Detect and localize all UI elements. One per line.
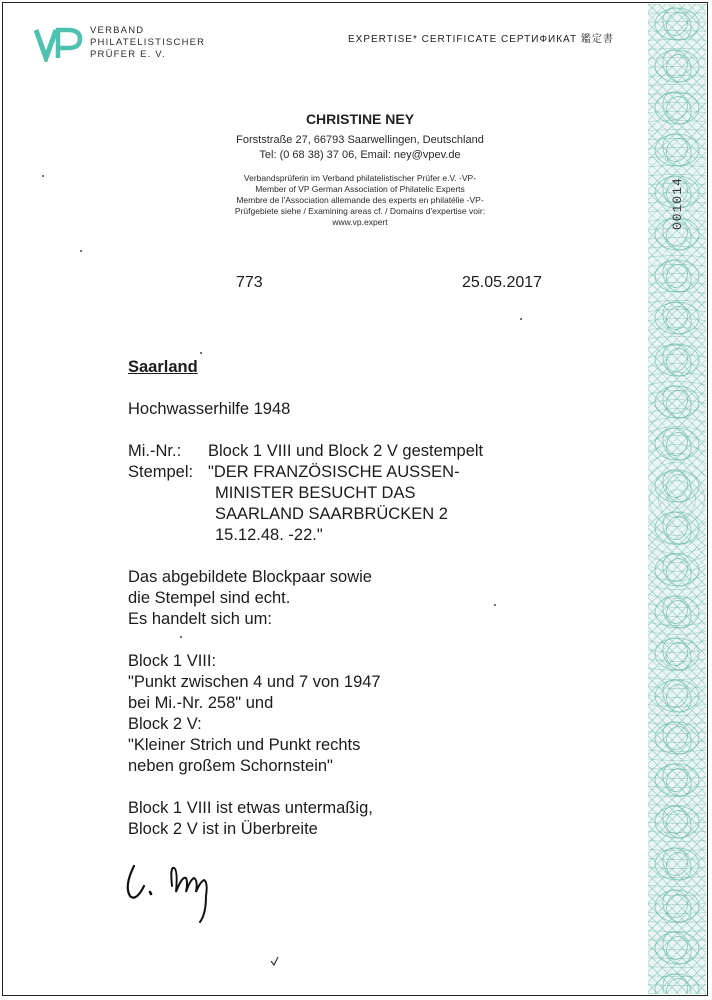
- paper-speck: [42, 175, 44, 177]
- guilloche-rosette: [655, 507, 699, 549]
- country-heading: Saarland: [128, 358, 198, 376]
- detail-line: neben großem Schornstein": [128, 757, 333, 775]
- guilloche-rosette: [655, 381, 699, 423]
- guilloche-rosette: [655, 45, 699, 87]
- certificate-number: 773: [236, 274, 263, 291]
- condition-line: Block 2 V ist in Überbreite: [128, 820, 318, 838]
- vp-logo-icon: [34, 26, 84, 62]
- detail-line: "Kleiner Strich und Punkt rechts: [128, 736, 361, 754]
- paper-speck: [494, 604, 496, 606]
- serial-number: 001014: [670, 177, 685, 230]
- guilloche-rosette: [655, 759, 699, 801]
- guilloche-rosette: [655, 549, 699, 591]
- membership-line: Verbandsprüferin im Verband philatelistischer Prüfer e.V. -VP-: [243, 173, 477, 183]
- issue-name: Hochwasserhilfe 1948: [128, 400, 291, 418]
- expert-name: CHRISTINE NEY: [305, 111, 415, 127]
- expert-address: Forststraße 27, 66793 Saarwellingen, Deutschland: [236, 134, 484, 146]
- guilloche-rosette: [655, 87, 699, 129]
- detail-line: Block 2 V:: [128, 715, 202, 733]
- guilloche-rosette: [655, 255, 699, 297]
- guilloche-rosette: [655, 465, 699, 507]
- membership-line: Membre de l'Association allemande des experts en philatélie -VP-: [236, 195, 484, 205]
- paper-speck: [200, 352, 202, 354]
- cancel-line: SAARLAND SAARBRÜCKEN 2: [215, 505, 448, 523]
- guilloche-rosette: [655, 885, 699, 927]
- certificate-date: 25.05.2017: [462, 274, 543, 291]
- detail-line: bei Mi.-Nr. 258" und: [128, 694, 274, 712]
- cancel-line: 15.12.48. -22.": [215, 526, 323, 544]
- guilloche-rosette: [655, 675, 699, 717]
- guilloche-rosette: [655, 297, 699, 339]
- membership-line: Member of VP German Association of Philatelic Experts: [255, 184, 465, 194]
- cancel-label: Stempel:: [128, 463, 194, 481]
- guilloche-rosette: [655, 969, 699, 994]
- membership-website: www.vp.expert: [332, 217, 388, 227]
- handwritten-signature: [120, 856, 230, 926]
- catalog-label: Mi.-Nr.:: [128, 442, 182, 460]
- guilloche-rosette: [655, 339, 699, 381]
- cancel-line: "DER FRANZÖSISCHE AUSSEN-: [208, 463, 460, 481]
- paper-speck: [520, 318, 522, 320]
- org-name-line: PRÜFER E. V.: [90, 49, 166, 60]
- check-mark-icon: [270, 955, 280, 967]
- org-name-line: PHILATELISTISCHER: [90, 37, 206, 48]
- verdict-line: die Stempel sind echt.: [128, 589, 291, 607]
- membership-line: Prüfgebiete siehe / Examining areas cf. / Domains d'expertise voir:: [234, 206, 486, 216]
- detail-line: "Punkt zwischen 4 und 7 von 1947: [128, 673, 381, 691]
- expert-membership-info: [140, 173, 580, 228]
- guilloche-rosette: [655, 4, 699, 45]
- guilloche-rosette: [655, 633, 699, 675]
- guilloche-rosette: [655, 927, 699, 969]
- guilloche-rosette: [655, 843, 699, 885]
- verdict-line: Das abgebildete Blockpaar sowie: [128, 568, 372, 586]
- guilloche-rosette: [655, 423, 699, 465]
- paper-speck: [180, 636, 182, 638]
- org-name-line: VERBAND: [90, 25, 145, 36]
- paper-speck: [80, 250, 82, 252]
- verdict-line: Es handelt sich um:: [128, 610, 272, 628]
- organization-name: [90, 25, 205, 61]
- guilloche-rosette: [655, 717, 699, 759]
- catalog-value: Block 1 VIII und Block 2 V gestempelt: [208, 442, 484, 460]
- guilloche-rosette: [655, 591, 699, 633]
- certificate-title: EXPERTISE* CERTIFICATE СЕРТИФИКАТ 鑑定書: [348, 34, 614, 45]
- condition-line: Block 1 VIII ist etwas untermaßig,: [128, 799, 373, 817]
- cancel-line: MINISTER BESUCHT DAS: [215, 484, 416, 502]
- detail-line: Block 1 VIII:: [128, 652, 217, 670]
- expert-contact: Tel: (0 68 38) 37 06, Email: ney@vpev.de: [259, 149, 461, 161]
- guilloche-rosette: [655, 801, 699, 843]
